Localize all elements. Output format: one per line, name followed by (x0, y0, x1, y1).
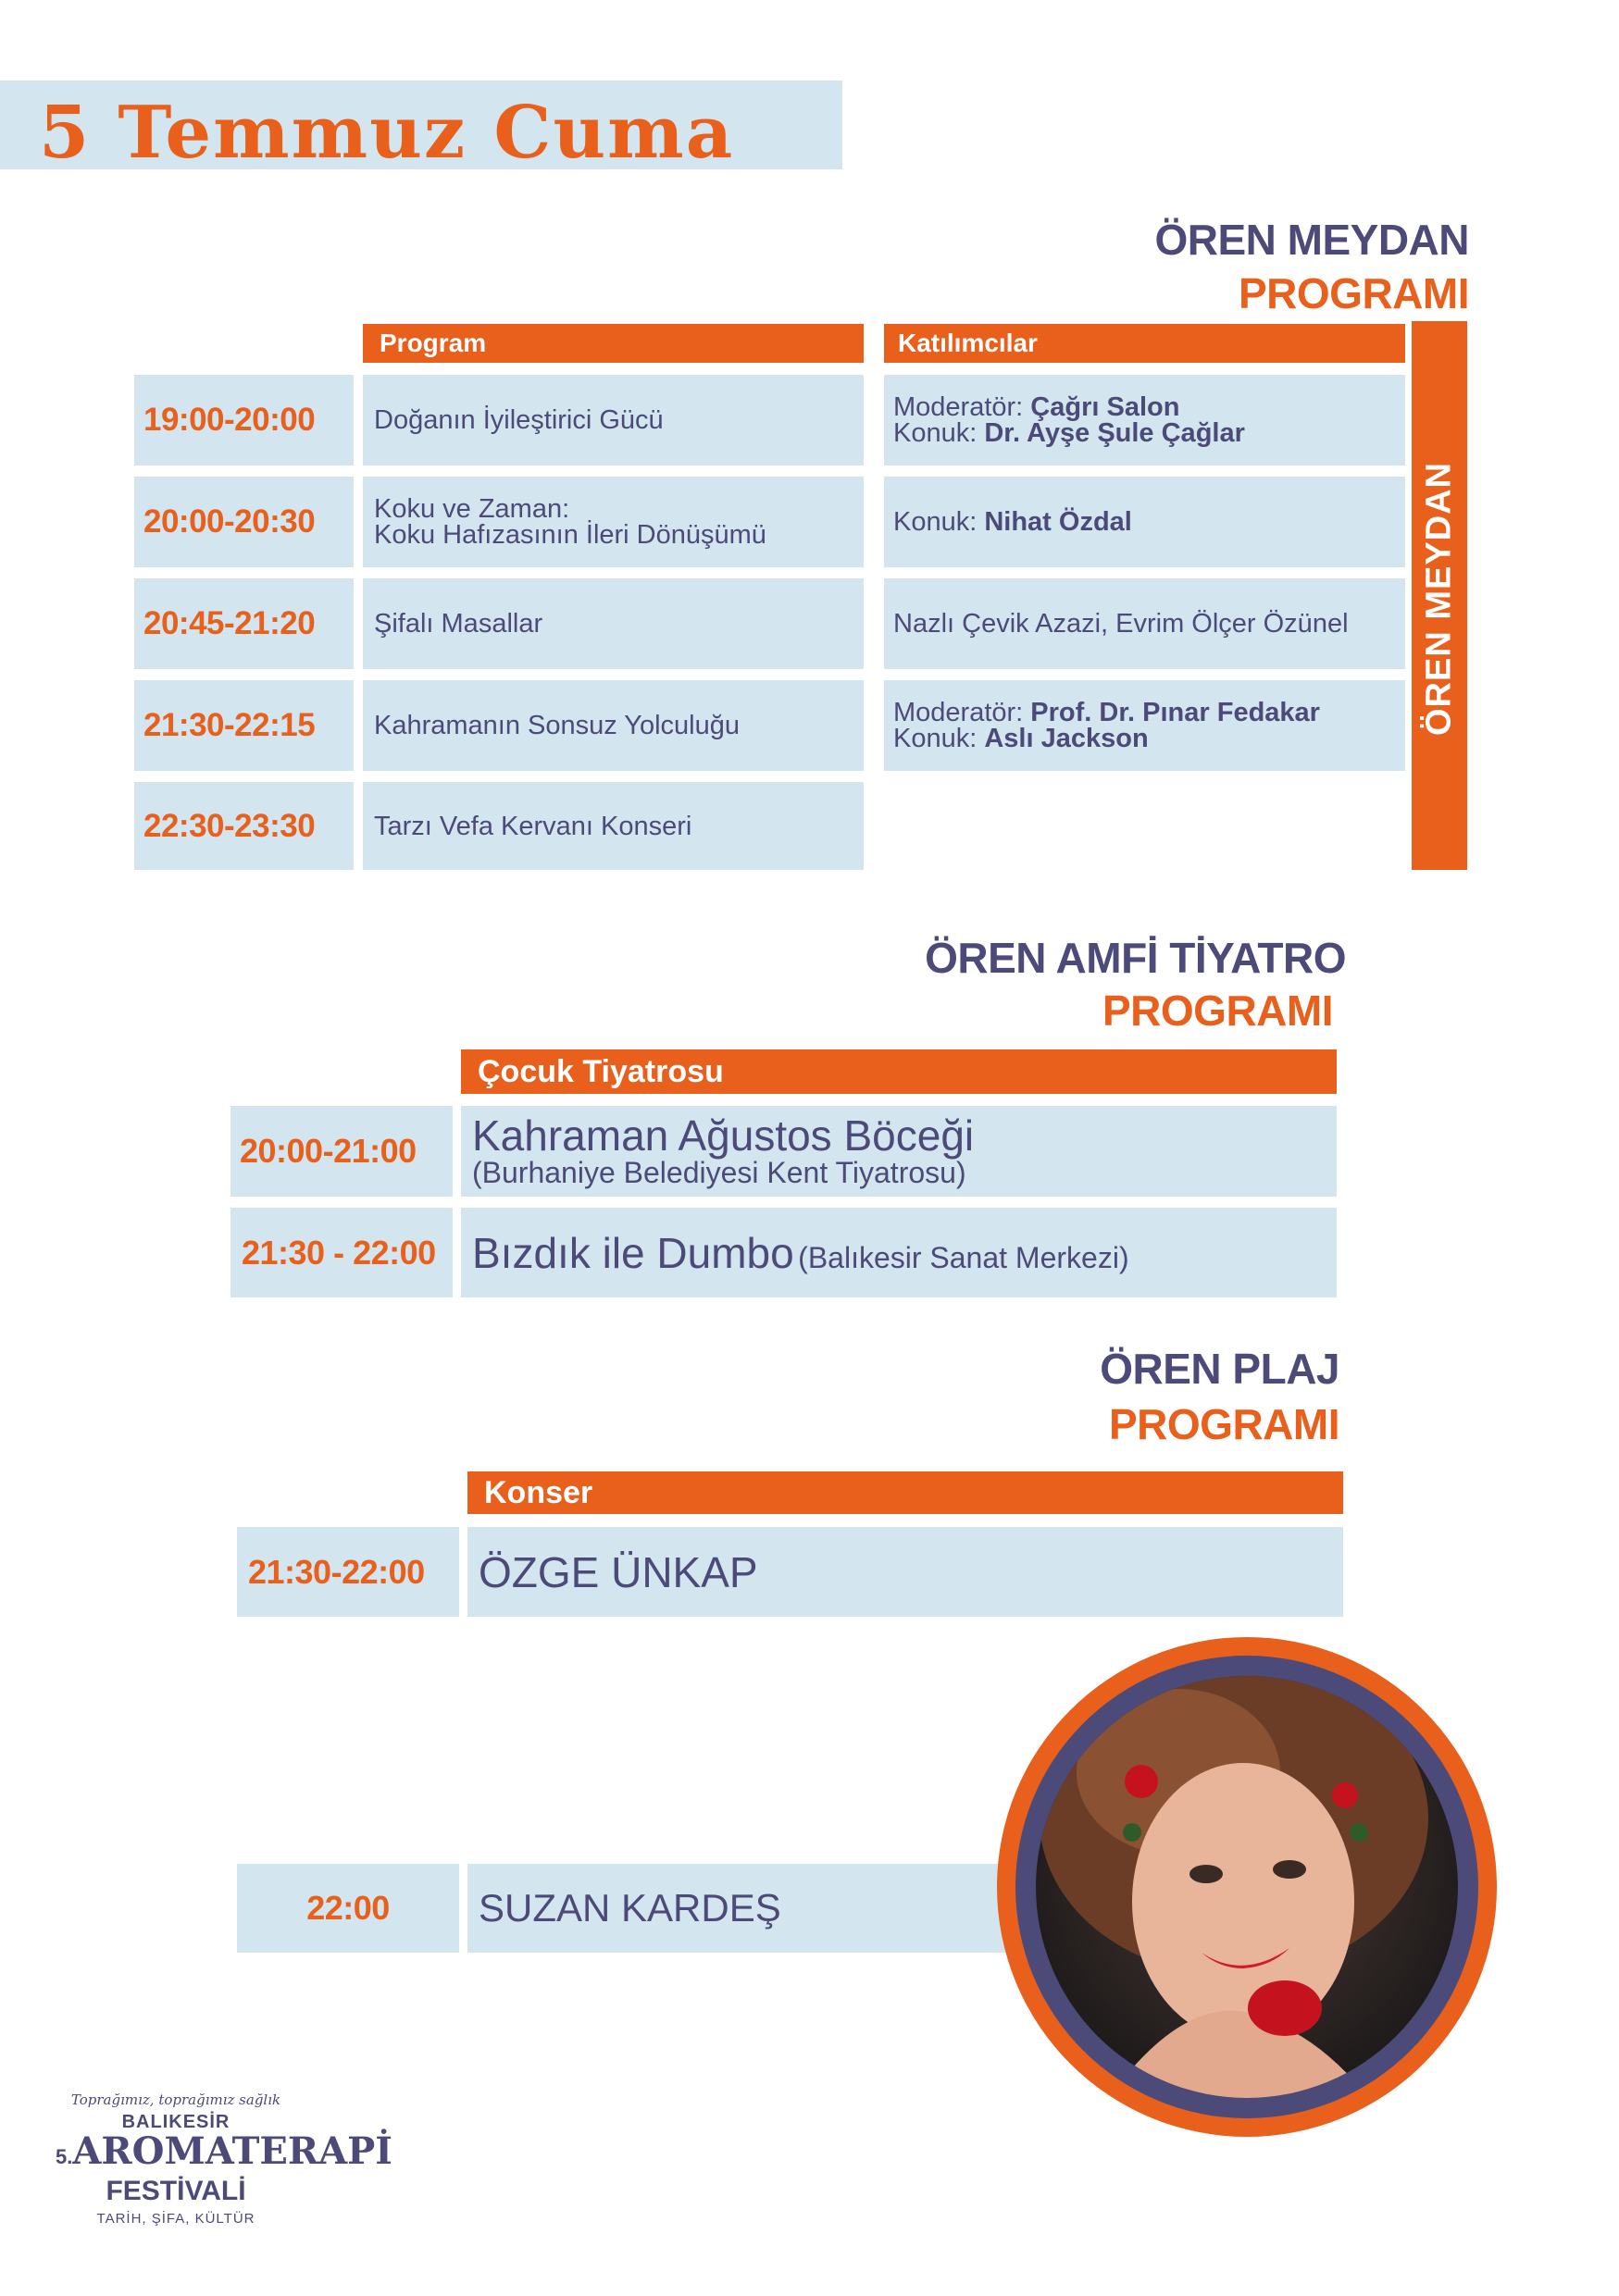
table-row-participants: Moderatör: Prof. Dr. Pınar Fedakar Konuk: Aslı Jackson (884, 680, 1405, 771)
page-title: 5 Temmuz Cuma (39, 91, 735, 175)
table-row-time: 19:00-20:00 (134, 375, 354, 465)
amfi-row-title: Bızdık ile Dumbo (Balıkesir Sanat Merkezi) (461, 1208, 1337, 1297)
meydan-program-header: Program (363, 324, 864, 363)
meydan-subtitle: PROGRAMI (1239, 269, 1469, 317)
amfi-row-time: 21:30 - 22:00 (230, 1208, 453, 1297)
plaj-row-time: 21:30-22:00 (237, 1527, 459, 1617)
plaj-row-artist: SUZAN KARDEŞ (467, 1864, 1060, 1953)
meydan-side-label: ÖREN MEYDAN (1419, 461, 1459, 737)
table-row-time: 22:30-23:30 (134, 782, 354, 870)
amfi-row-time: 20:00-21:00 (230, 1106, 453, 1197)
table-row-time: 20:00-20:30 (134, 477, 354, 567)
table-row-participants: Konuk: Nihat Özdal (884, 477, 1405, 567)
meydan-side-bar (1412, 321, 1467, 870)
table-row-program: Doğanın İyileştirici Gücü (363, 375, 864, 465)
amfi-row-title: Kahraman Ağustos Böceği (Burhaniye Belediyesi Kent Tiyatrosu) (461, 1106, 1337, 1197)
plaj-row-time: 22:00 (237, 1864, 459, 1953)
table-row-time: 20:45-21:20 (134, 578, 354, 669)
festival-logo-icon: Toprağımız, toprağımız sağlık BALIKESİR 5.AROMATERAPİ FESTİVALİ TARİH, ŞİFA, KÜLTÜR (56, 2091, 392, 2227)
plaj-subtitle: PROGRAMI (1109, 1400, 1339, 1448)
table-row-participants: Nazlı Çevik Azazi, Evrim Ölçer Özünel (884, 578, 1405, 669)
amfi-subtitle: PROGRAMI (1102, 987, 1333, 1035)
table-row-program: Şifalı Masallar (363, 578, 864, 669)
table-row-participants: Moderatör: Çağrı Salon Konuk: Dr. Ayşe Şule Çağlar (884, 375, 1405, 465)
table-row-time: 21:30-22:15 (134, 680, 354, 771)
plaj-header: Konser (467, 1471, 1343, 1514)
performer-portrait-icon (993, 1633, 1501, 2141)
plaj-row-artist: ÖZGE ÜNKAP (467, 1527, 1343, 1617)
meydan-participants-header: Katılımcılar (884, 324, 1405, 363)
table-row-program: Koku ve Zaman: Koku Hafızasının İleri Dönüşümü (363, 477, 864, 567)
amfi-title: ÖREN AMFİ TİYATRO (925, 934, 1346, 982)
table-row-program: Tarzı Vefa Kervanı Konseri (363, 782, 864, 870)
amfi-header: Çocuk Tiyatrosu (461, 1049, 1337, 1094)
meydan-title: ÖREN MEYDAN (1154, 216, 1469, 264)
table-row-program: Kahramanın Sonsuz Yolculuğu (363, 680, 864, 771)
plaj-title: ÖREN PLAJ (1100, 1345, 1339, 1393)
